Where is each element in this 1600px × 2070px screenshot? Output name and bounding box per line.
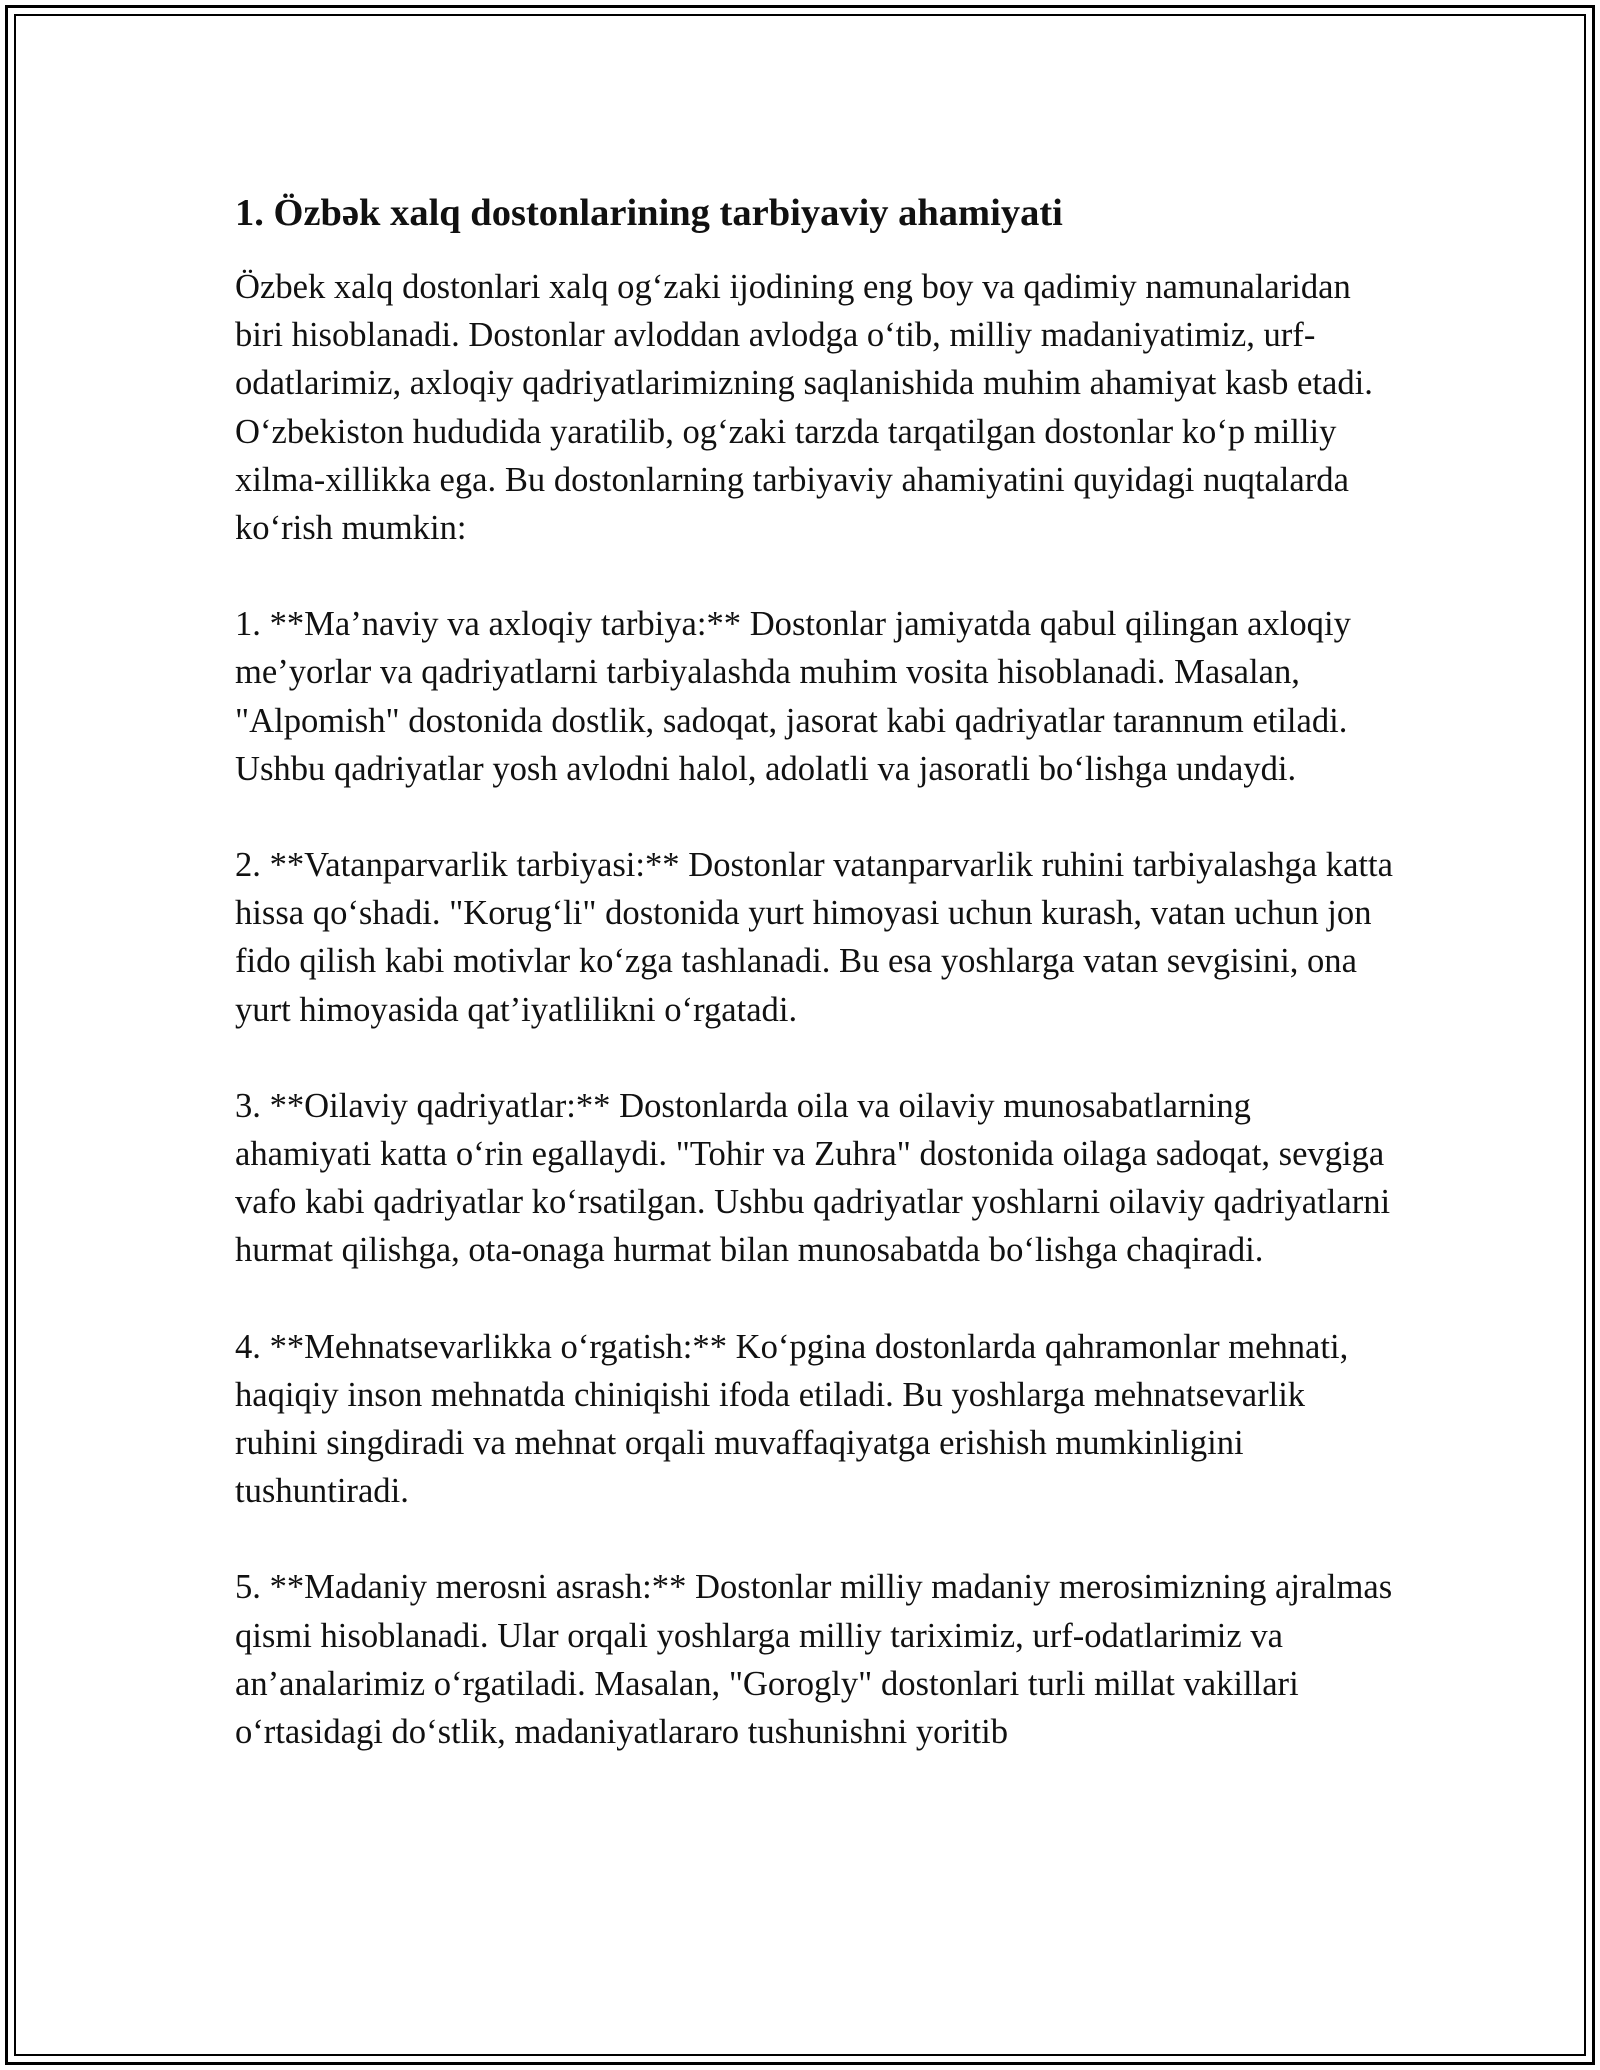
point-3-paragraph: 3. **Oilaviy qadriyatlar:** Dostonlarda oila va oilaviy munosabatlarning ahamiyati katta o‘rin egallaydi. "Tohir va Zuhra" dostonida oilaga sadoqat, sevgiga vafo kabi qadriyatlar ko‘rsatilgan. Ushbu qadriyatlar yoshlarni oilaviy qadriyatlarni hurmat qilishga, ota-onaga hurmat bilan munosabatda bo‘lishga chaqiradi.	[235, 1086, 1391, 1270]
point-1-paragraph: 1. **Ma’naviy va axloqiy tarbiya:** Dostonlar jamiyatda qabul qilingan axloqiy me’yorlar va qadriyatlarni tarbiyalashda muhim vosita hisoblanadi. Masalan, "Alpomish" dostonida dostlik, sadoqat, jasorat kabi qadriyatlar tarannum etiladi. Ushbu qadriyatlar yosh avlodni halol, adolatli va jasoratli bo‘lishga undaydi.	[235, 605, 1351, 788]
document-title: 1. Özbək xalq dostonlarining tarbiyaviy ahamiyati	[235, 192, 1063, 234]
intro-paragraph: Özbek xalq dostonlari xalq og‘zaki ijodining eng boy va qadimiy namunalaridan biri hisoblanadi. Dostonlar avloddan avlodga o‘tib, milliy madaniyatimiz, urf-odatlarimiz, axloqiy qadriyatlarimizning saqlanishida muhim ahamiyat kasb etadi. O‘zbekiston hududida yaratilib, og‘zaki tarzda tarqatilgan dostonlar ko‘p milliy xilma-xillikka ega. Bu dostonlarning tarbiyaviy ahamiyatini quyidagi nuqtalarda ko‘rish mumkin:	[235, 268, 1373, 548]
point-5-paragraph: 5. **Madaniy merosni asrash:** Dostonlar milliy madaniy merosimizning ajralmas qismi hisoblanadi. Ular orqali yoshlarga milliy tariximiz, urf-odatlarimiz va an’analarimiz o‘rgatiladi. Masalan, "Gorogly" dostonlari turli millat vakillari o‘rtasidagi do‘stlik, madaniyatlararo tushunishni yoritib	[235, 1568, 1393, 1752]
point-2-paragraph: 2. **Vatanparvarlik tarbiyasi:** Dostonlar vatanparvarlik ruhini tarbiyalashga katta hissa qo‘shadi. "Korug‘li" dostonida yurt himoyasi uchun kurash, vatan uchun jon fido qilish kabi motivlar ko‘zga tashlanadi. Bu esa yoshlarga vatan sevgisini, ona yurt himoyasida qat’iyatlilikni o‘rgatadi.	[235, 846, 1393, 1029]
point-4-paragraph: 4. **Mehnatsevarlikka o‘rgatish:** Ko‘pgina dostonlarda qahramonlar mehnati, haqiqiy inson mehnatda chiniqishi ifoda etiladi. Bu yoshlarga mehnatsevarlik ruhini singdiradi va mehnat orqali muvaffaqiyatga erishish mumkinligini tushuntiradi.	[235, 1327, 1349, 1511]
document-body	[235, 185, 1395, 1804]
